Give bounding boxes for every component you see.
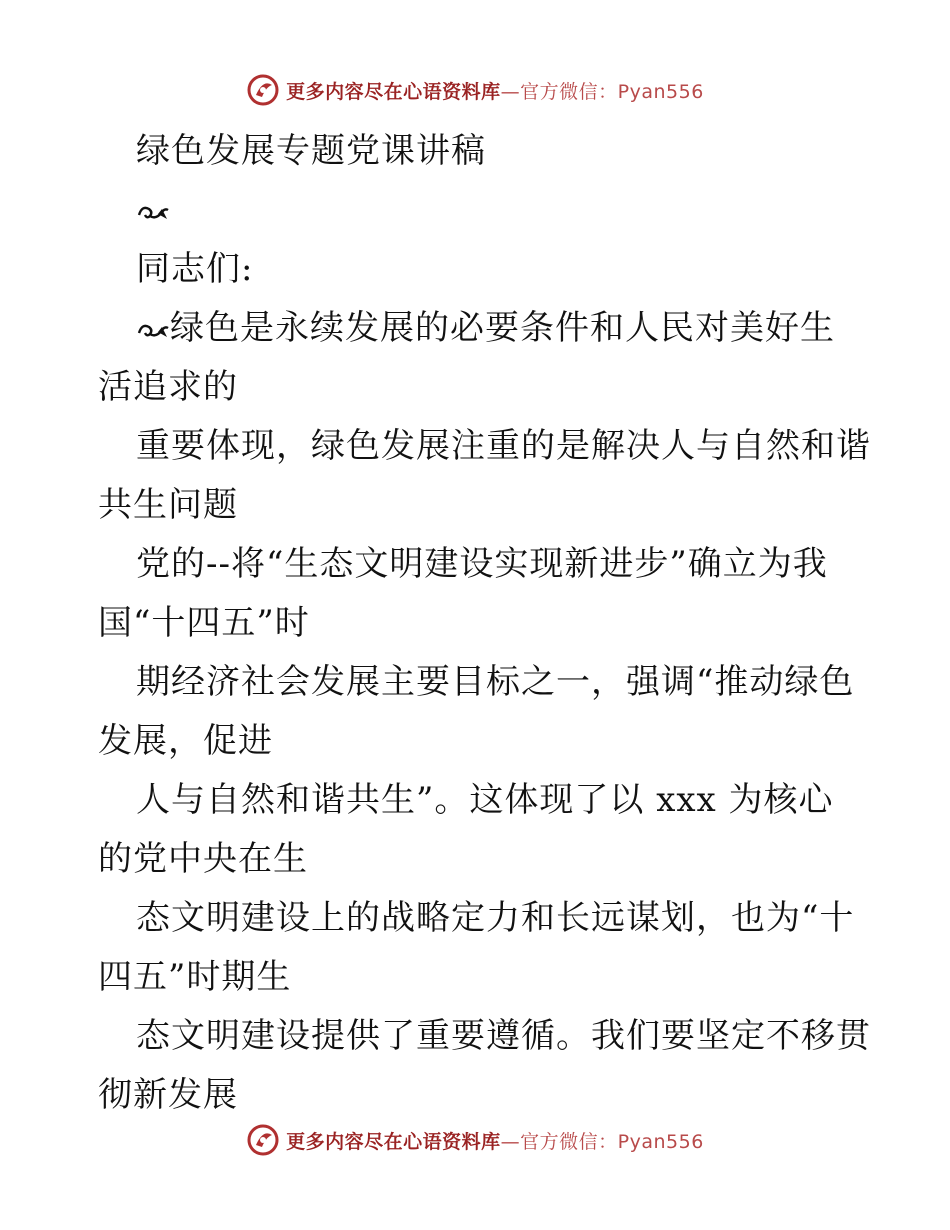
line-text: 绿色发展专题党课讲稿 bbox=[136, 131, 486, 171]
ornament-icon bbox=[136, 319, 170, 341]
banner-brand: 更多内容尽在心语资料库 bbox=[286, 80, 501, 103]
line-text: 的党中央在生 bbox=[98, 839, 308, 879]
paragraph-line bbox=[98, 771, 858, 830]
line-text: 态文明建设上的战略定力和长远谋划，也为“十 bbox=[136, 898, 855, 938]
ornament-icon bbox=[136, 201, 170, 223]
paragraph-line bbox=[98, 653, 858, 712]
line-text: 态文明建设提供了重要遵循。我们要坚定不移贯 bbox=[136, 1016, 871, 1056]
paragraph-line bbox=[98, 122, 858, 181]
line-text: 绿色是永续发展的必要条件和人民对美好生 bbox=[170, 308, 835, 348]
line-text: 期经济社会发展主要目标之一，强调“推动绿色 bbox=[136, 662, 855, 702]
paragraph-line bbox=[98, 476, 858, 535]
paragraph-line bbox=[98, 299, 858, 358]
line-text: 同志们: bbox=[136, 249, 254, 289]
banner-brand: 更多内容尽在心语资料库 bbox=[286, 1130, 501, 1153]
paragraph-line bbox=[98, 240, 858, 299]
paragraph-line bbox=[98, 948, 858, 1007]
paragraph-line bbox=[98, 712, 858, 771]
brand-logo-icon bbox=[246, 1123, 280, 1157]
document-body bbox=[98, 122, 871, 1125]
line-text: 重要体现，绿色发展注重的是解决人与自然和谐 bbox=[136, 426, 871, 466]
banner-separator: — bbox=[500, 80, 521, 103]
paragraph-line bbox=[98, 358, 858, 417]
paragraph-line bbox=[98, 417, 871, 476]
footer-banner bbox=[0, 1120, 950, 1160]
brand-logo-icon bbox=[246, 73, 280, 107]
paragraph-line bbox=[98, 594, 858, 653]
line-text: 发展，促进 bbox=[98, 721, 273, 761]
line-text: 党的--将“生态文明建设实现新进步”确立为我 bbox=[136, 544, 828, 584]
banner-separator: — bbox=[500, 1130, 521, 1153]
paragraph-line bbox=[98, 889, 858, 948]
paragraph-line bbox=[98, 181, 858, 240]
line-text: 共生问题 bbox=[98, 485, 238, 525]
paragraph-line bbox=[98, 830, 858, 889]
line-text: 四五”时期生 bbox=[98, 957, 292, 997]
banner-contact: 官方微信：Pyan556 bbox=[520, 80, 704, 103]
line-text: 彻新发展 bbox=[98, 1075, 238, 1115]
paragraph-line bbox=[98, 535, 858, 594]
paragraph-line bbox=[98, 1066, 858, 1125]
line-text: 活追求的 bbox=[98, 367, 238, 407]
banner-contact: 官方微信：Pyan556 bbox=[520, 1130, 704, 1153]
line-text: 国“十四五”时 bbox=[98, 603, 310, 643]
line-text: 人与自然和谐共生”。这体现了以 xxx 为核心 bbox=[136, 780, 834, 820]
paragraph-line bbox=[98, 1007, 871, 1066]
header-banner bbox=[0, 70, 950, 110]
